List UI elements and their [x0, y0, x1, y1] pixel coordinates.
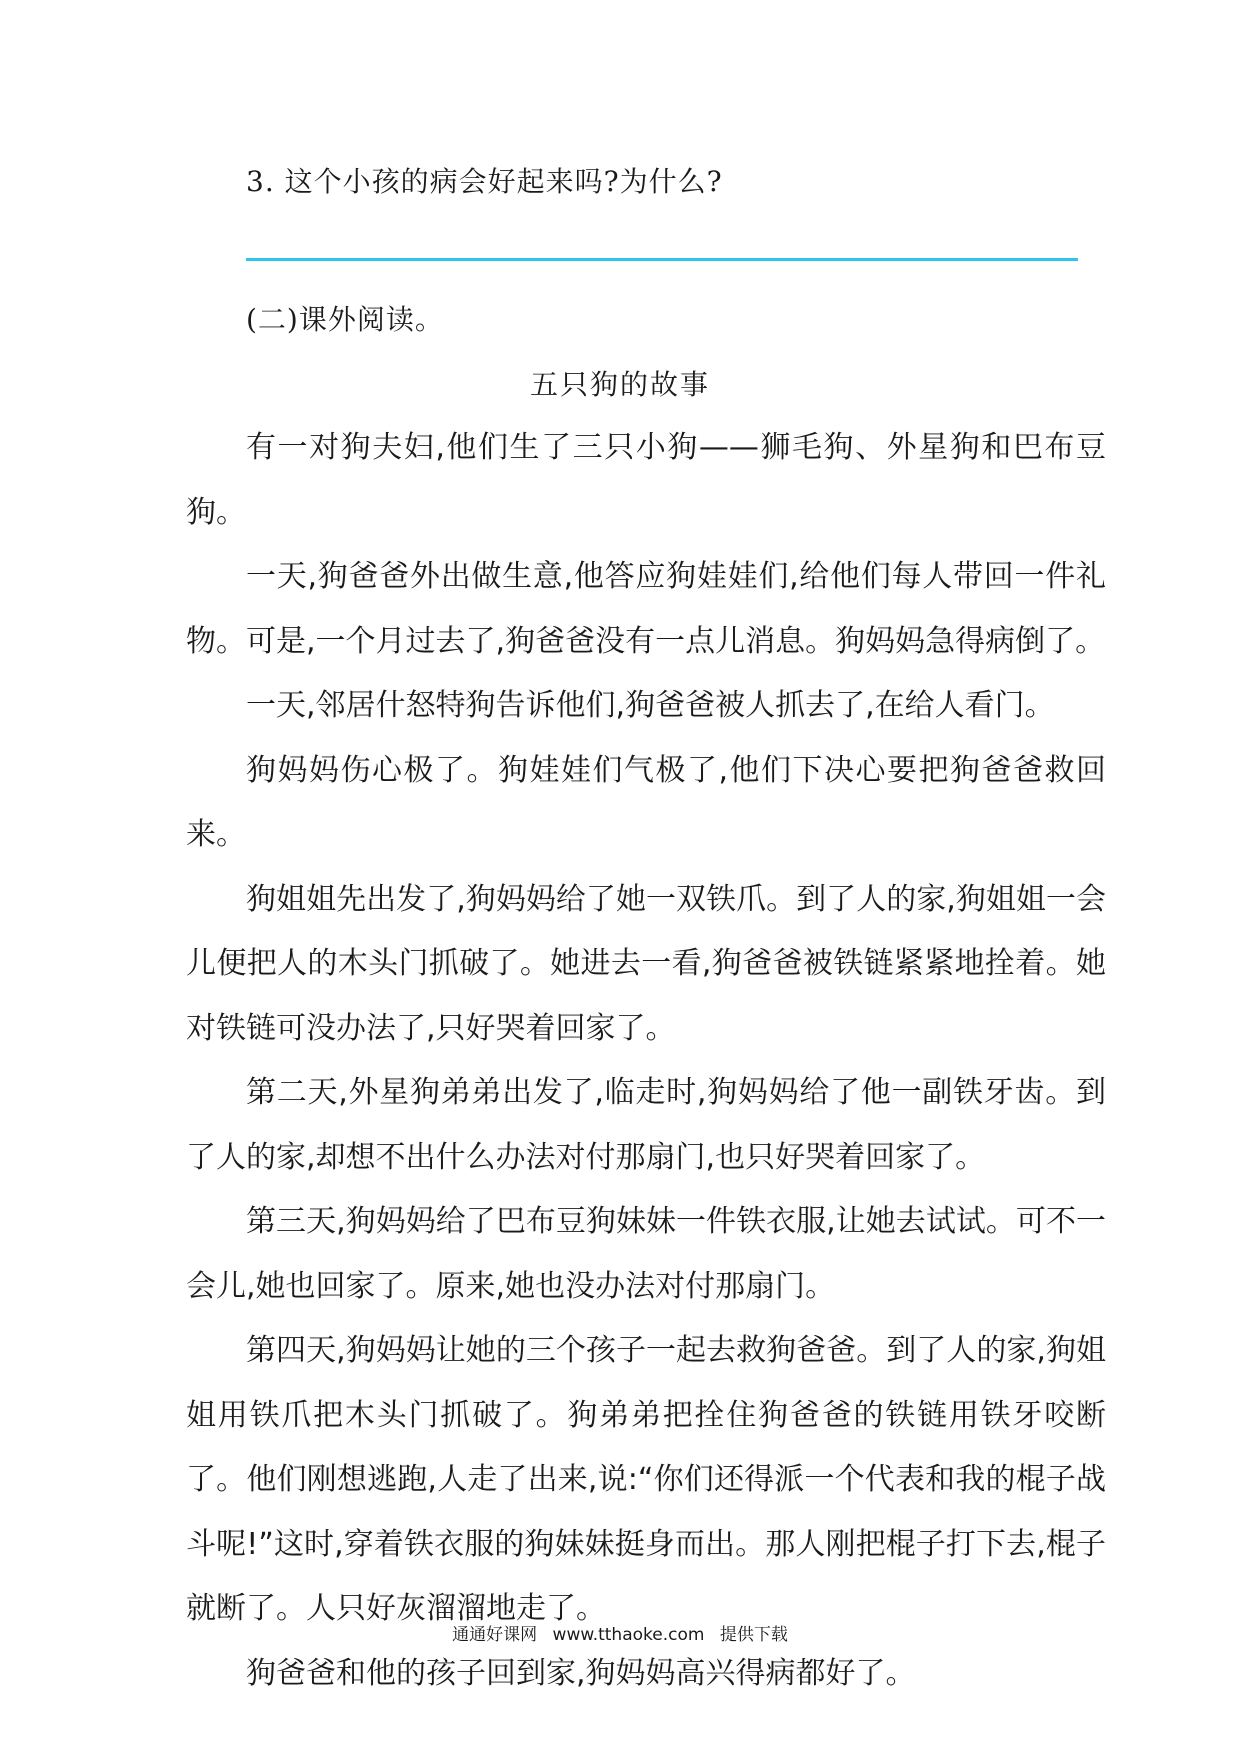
story-paragraph: 有一对狗夫妇,他们生了三只小狗——狮毛狗、外星狗和巴布豆狗。: [186, 430, 1106, 530]
story-paragraph: 一天,狗爸爸外出做生意,他答应狗娃娃们,给他们每人带回一件礼物。可是,一个月过去了,狗爸爸没有一点儿消息。狗妈妈急得病倒了。: [186, 559, 1106, 659]
footer-url[interactable]: www.tthaoke.com: [552, 1625, 705, 1645]
story-paragraph: 狗姐姐先出发了,狗妈妈给了她一双铁爪。到了人的家,狗姐姐一会儿便把人的木头门抓破了。她进去一看,狗爸爸被铁链紧紧地拴着。她对铁链可没办法了,只好哭着回家了。: [186, 881, 1106, 1046]
story-paragraph: 狗爸爸和他的孩子回到家,狗妈妈高兴得病都好了。: [246, 1655, 916, 1691]
footer-site-name: 通通好课网: [452, 1625, 538, 1645]
footer-note: 提供下载: [719, 1625, 788, 1645]
section-title: (二)课外阅读。: [246, 303, 444, 336]
question-3: 3. 这个小孩的病会好起来吗?为什么?: [246, 165, 723, 198]
story-body: [186, 416, 1106, 1706]
page-footer: [0, 1620, 1240, 1645]
story-paragraph: 第二天,外星狗弟弟出发了,临走时,狗妈妈给了他一副铁牙齿。到了人的家,却想不出什么办法对付那扇门,也只好哭着回家了。: [186, 1075, 1106, 1175]
story-paragraph: 第三天,狗妈妈给了巴布豆狗妹妹一件铁衣服,让她去试试。可不一会儿,她也回家了。原来,她也没办法对付那扇门。: [186, 1204, 1106, 1304]
story-paragraph: 第四天,狗妈妈让她的三个孩子一起去救狗爸爸。到了人的家,狗姐姐用铁爪把木头门抓破了。狗弟弟把拴住狗爸爸的铁链用铁牙咬断了。他们刚想逃跑,人走了出来,说:“你们还得派一个代表和我的棍子战斗呢!”这时,穿着铁衣服的狗妹妹挺身而出。那人刚把棍子打下去,棍子就断了。人只好灰溜溜地走了。: [186, 1333, 1106, 1626]
story-paragraph: 狗妈妈伤心极了。狗娃娃们气极了,他们下决心要把狗爸爸救回来。: [186, 752, 1106, 852]
story-paragraph: 一天,邻居什怒特狗告诉他们,狗爸爸被人抓去了,在给人看门。: [246, 688, 1055, 723]
answer-line: [246, 258, 1078, 261]
story-title: 五只狗的故事: [529, 368, 710, 401]
